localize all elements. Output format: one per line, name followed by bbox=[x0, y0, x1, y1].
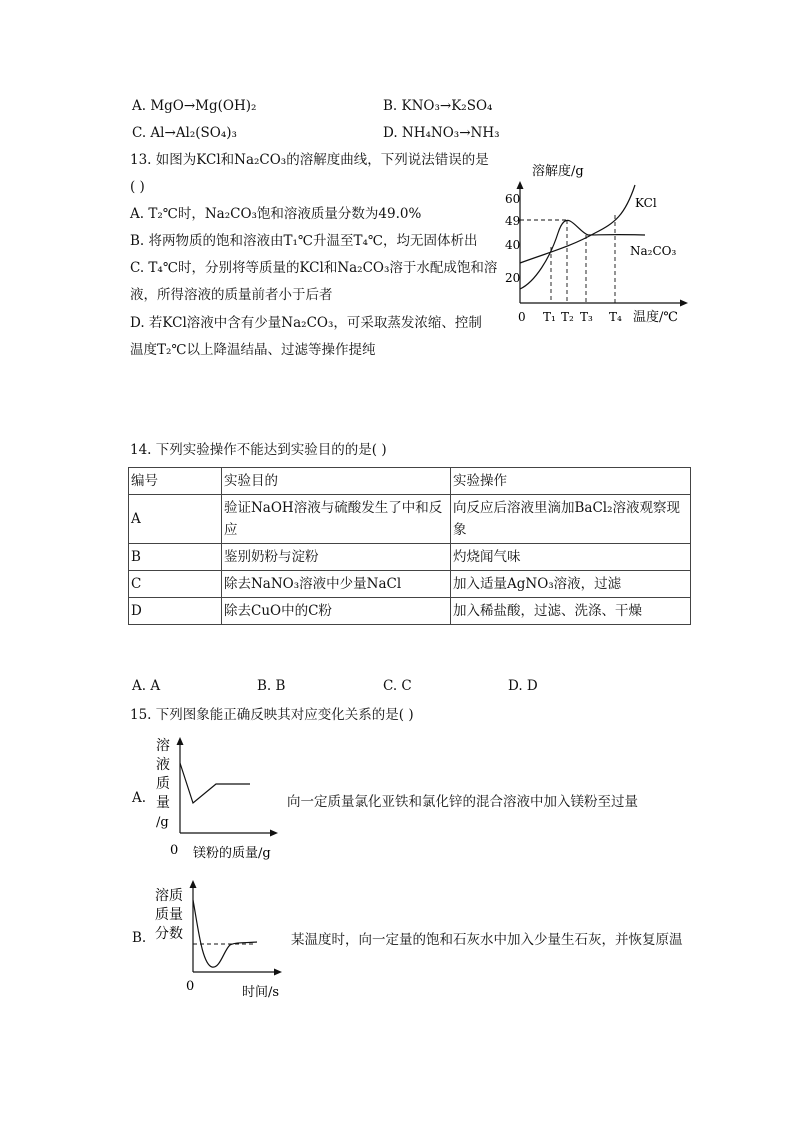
graph-b-curve bbox=[193, 900, 257, 967]
table-cell-operation bbox=[451, 495, 691, 544]
series-kcl-label: KCl bbox=[635, 196, 657, 210]
table-cell-id: C bbox=[129, 571, 222, 598]
table-cell-operation: 灼烧闻气味 bbox=[451, 544, 691, 571]
chart-ytick-40: 40 bbox=[505, 238, 521, 252]
graph-a-origin: 0 bbox=[170, 843, 179, 858]
q15-graph-b bbox=[150, 872, 290, 1002]
chart-origin: 0 bbox=[518, 310, 526, 324]
q12-option-b: B. KNO₃→K₂SO₄ bbox=[383, 98, 493, 114]
goal-line1: 验证NaOH溶液与硫酸发生了中和反 bbox=[224, 500, 443, 516]
op-line1: 向反应后溶液里滴加BaCl₂溶液观察现 bbox=[453, 500, 681, 516]
table-header-operation: 实验操作 bbox=[451, 468, 691, 495]
table-header-row bbox=[129, 468, 691, 495]
q15-option-a-text: 向一定质量氯化亚铁和氯化锌的混合溶液中加入镁粉至过量 bbox=[287, 794, 638, 810]
table-cell-id: A bbox=[129, 495, 222, 544]
chart-xtick-t1: T₁ bbox=[543, 310, 556, 324]
q13-option-b: B. 将两物质的饱和溶液由T₁℃升温至T₄℃，均无固体析出 bbox=[130, 233, 478, 249]
chart-xtick-t4: T₄ bbox=[609, 310, 622, 324]
graph-a-ylabel-2: 液 bbox=[156, 757, 170, 773]
table-row bbox=[129, 598, 691, 625]
q13-option-a: A. T₂℃时，Na₂CO₃饱和溶液质量分数为49.0% bbox=[130, 206, 422, 222]
chart-xlabel: 温度/℃ bbox=[633, 310, 678, 325]
q14-answer-d: D. D bbox=[508, 678, 538, 694]
table-cell-operation: 加入适量AgNO₃溶液，过滤 bbox=[451, 571, 691, 598]
graph-b-origin: 0 bbox=[186, 979, 195, 994]
q13-option-c-line1: C. T₄℃时，分别将等质量的KCl和Na₂CO₃溶于水配成饱和溶 bbox=[130, 260, 498, 276]
q15-graph-a bbox=[150, 733, 290, 863]
series-kcl-curve bbox=[520, 185, 635, 263]
solubility-chart bbox=[500, 155, 700, 330]
chart-xtick-t3: T₃ bbox=[580, 310, 593, 324]
q14-answer-b: B. B bbox=[257, 678, 286, 694]
chart-xtick-t2: T₂ bbox=[561, 310, 574, 324]
q13-paren: ( ) bbox=[130, 179, 145, 195]
series-na2co3-curve bbox=[520, 220, 645, 289]
table-cell-goal: 除去NaNO₃溶液中少量NaCl bbox=[222, 571, 451, 598]
experiment-table bbox=[128, 467, 691, 625]
q13-option-d-line2: 温度T₂℃以上降温结晶、过滤等操作提纯 bbox=[130, 342, 376, 358]
table-row bbox=[129, 571, 691, 598]
graph-b-ylabel-3: 分数 bbox=[155, 926, 183, 942]
q15-option-b-text: 某温度时，向一定量的饱和石灰水中加入少量生石灰，并恢复原温 bbox=[291, 932, 683, 948]
q12-option-a: A. MgO→Mg(OH)₂ bbox=[132, 98, 257, 114]
table-row bbox=[129, 544, 691, 571]
series-na2co3-label: Na₂CO₃ bbox=[630, 244, 677, 258]
graph-b-xlabel: 时间/s bbox=[242, 985, 280, 1000]
q12-option-d: D. NH₄NO₃→NH₃ bbox=[383, 125, 500, 141]
graph-a-y-arrow bbox=[177, 737, 184, 745]
q13-stem: 13. 如图为KCl和Na₂CO₃的溶解度曲线，下列说法错误的是 bbox=[130, 152, 489, 168]
table-row bbox=[129, 495, 691, 544]
chart-ytick-60: 60 bbox=[505, 192, 521, 206]
q15-option-b-letter: B. bbox=[132, 930, 147, 946]
chart-ylabel: 溶解度/g bbox=[532, 164, 584, 179]
op-line2: 象 bbox=[453, 522, 467, 538]
chart-ytick-49: 49 bbox=[505, 214, 521, 228]
table-header-goal: 实验目的 bbox=[222, 468, 451, 495]
graph-b-ylabel-2: 质量 bbox=[155, 907, 183, 923]
graph-a-xlabel: 镁粉的质量/g bbox=[193, 846, 271, 861]
chart-x-arrow bbox=[680, 300, 688, 307]
graph-a-x-arrow bbox=[270, 830, 278, 837]
q15-option-a-letter: A. bbox=[132, 790, 147, 806]
chart-y-arrow bbox=[517, 181, 524, 189]
chart-ytick-20: 20 bbox=[505, 271, 521, 285]
graph-a-ylabel-1: 溶 bbox=[156, 738, 170, 754]
graph-a-ylabel-3: 质 bbox=[156, 776, 170, 792]
graph-b-ylabel-1: 溶质 bbox=[155, 888, 183, 904]
table-cell-id: D bbox=[129, 598, 222, 625]
table-cell-goal: 除去CuO中的C粉 bbox=[222, 598, 451, 625]
graph-b-y-arrow bbox=[190, 880, 197, 888]
q12-option-c: C. Al→Al₂(SO₄)₃ bbox=[132, 125, 237, 141]
graph-b-x-arrow bbox=[274, 969, 282, 976]
q14-answer-c: C. C bbox=[383, 678, 412, 694]
table-cell-operation: 加入稀盐酸，过滤、洗涤、干燥 bbox=[451, 598, 691, 625]
graph-a-ylabel-4: 量 bbox=[156, 795, 170, 811]
table-cell-id: B bbox=[129, 544, 222, 571]
table-header-id: 编号 bbox=[129, 468, 222, 495]
q13-option-c-line2: 液，所得溶液的质量前者小于后者 bbox=[130, 287, 333, 303]
table-cell-goal bbox=[222, 495, 451, 544]
table-cell-goal: 鉴别奶粉与淀粉 bbox=[222, 544, 451, 571]
q15-stem: 15. 下列图象能正确反映其对应变化关系的是( ) bbox=[130, 707, 414, 723]
q13-option-d-line1: D. 若KCl溶液中含有少量Na₂CO₃，可采取蒸发浓缩、控制 bbox=[130, 315, 482, 331]
goal-line2: 应 bbox=[224, 522, 238, 538]
graph-a-ylabel-5: /g bbox=[156, 815, 169, 830]
graph-a-curve bbox=[180, 763, 250, 803]
q14-stem: 14. 下列实验操作不能达到实验目的的是( ) bbox=[130, 442, 387, 458]
q14-answer-a: A. A bbox=[132, 678, 161, 694]
